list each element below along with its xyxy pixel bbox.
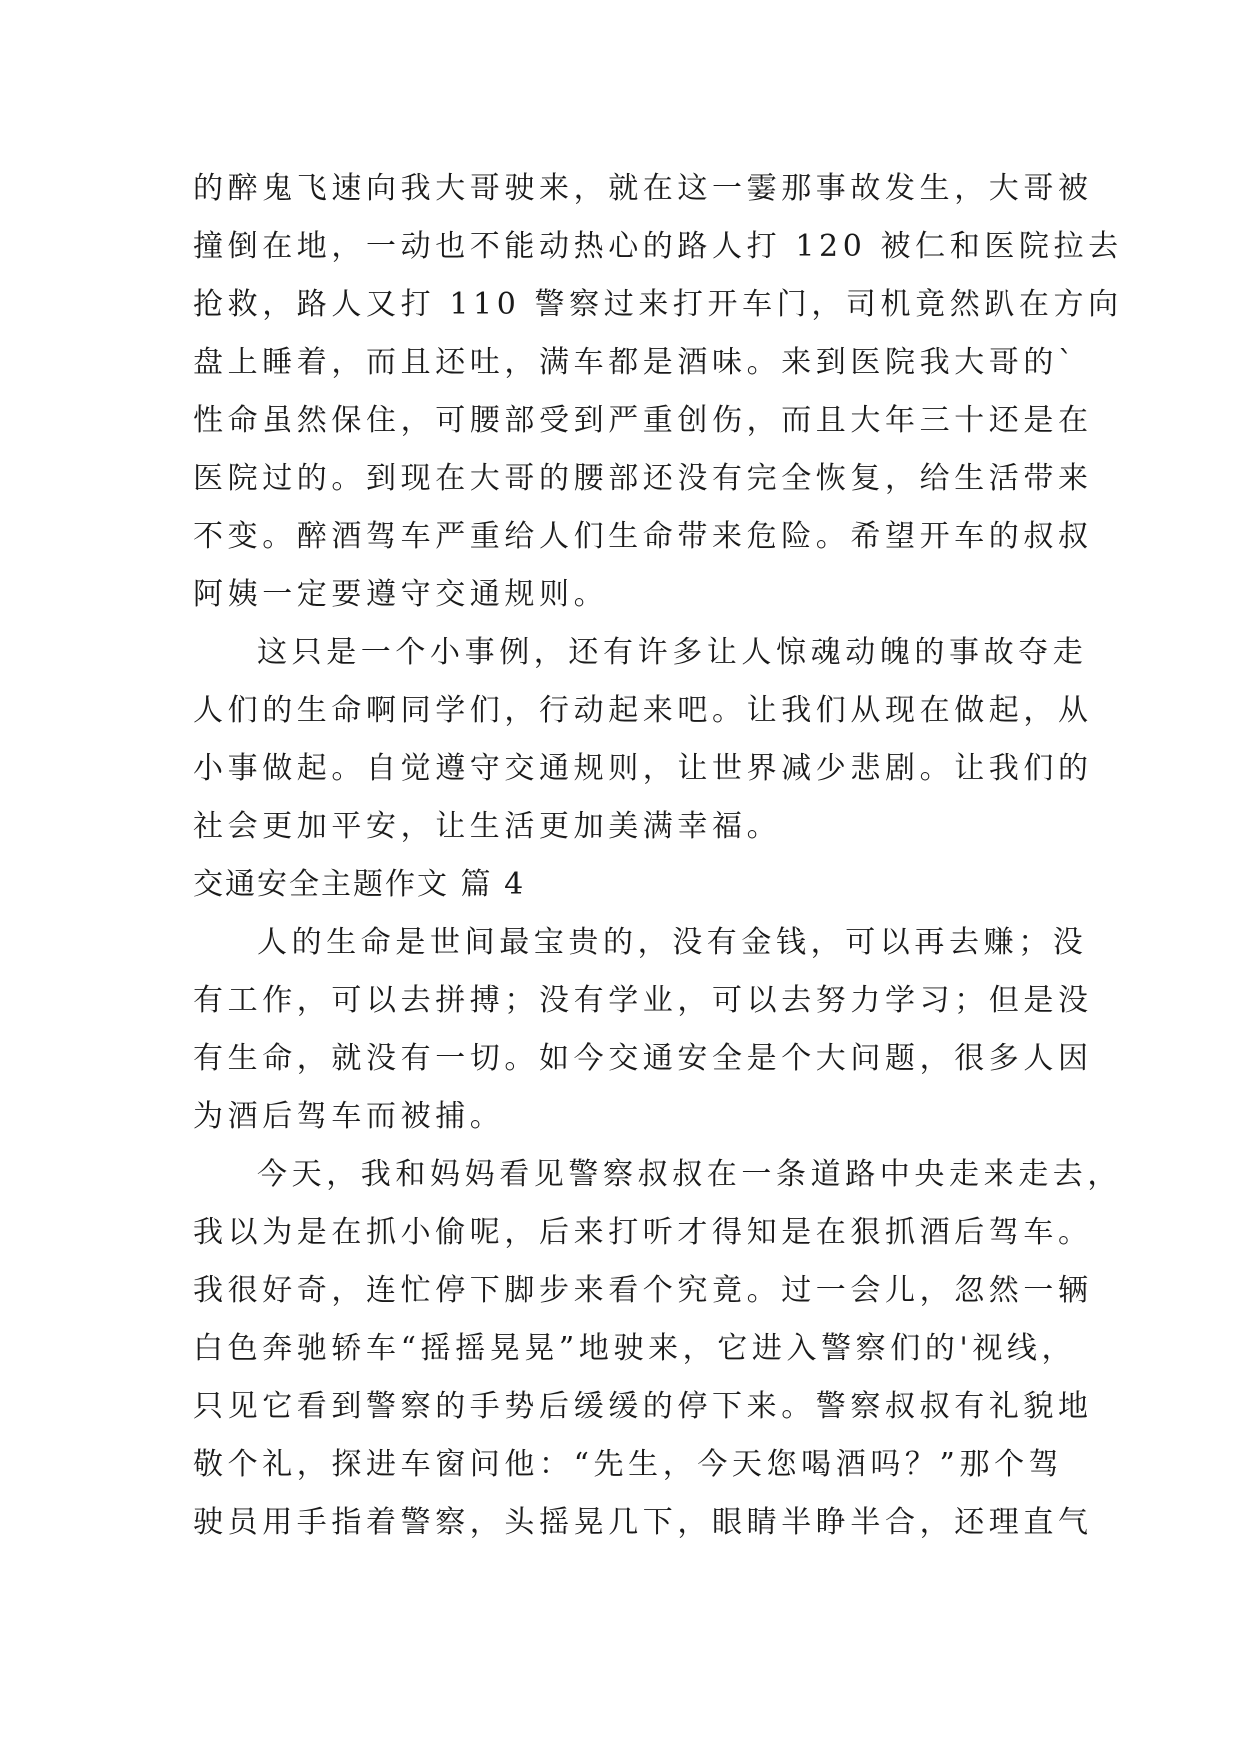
paragraph-value-of-life [193, 914, 1093, 1146]
paragraph-call-to-action [193, 624, 1093, 856]
text-line: 社会更加平安，让生活更加美满幸福。 [193, 809, 782, 844]
text-line: 阿姨一定要遵守交通规则。 [193, 577, 609, 612]
text-line: 小事做起。自觉遵守交通规则，让世界减少悲剧。让我们的 [193, 751, 1093, 786]
text-line: 有生命，就没有一切。如今交通安全是个大问题，很多人因 [193, 1041, 1093, 1076]
text-line: 的醉鬼飞速向我大哥驶来，就在这一霎那事故发生，大哥被 [193, 171, 1093, 206]
text-line: 我很好奇，连忙停下脚步来看个究竟。过一会儿，忽然一辆 [193, 1273, 1093, 1308]
text-line: 抢救，路人又打 110 警察过来打开车门，司机竟然趴在方向 [193, 287, 1123, 322]
paragraph-accident-story [193, 160, 1123, 624]
text-line: 撞倒在地，一动也不能动热心的路人打 120 被仁和医院拉去 [193, 229, 1123, 264]
text-line: 驶员用手指着警察，头摇晃几下，眼睛半睁半合，还理直气 [193, 1505, 1093, 1540]
text-line: 今天，我和妈妈看见警察叔叔在一条道路中央走来走去， [257, 1157, 1122, 1192]
text-line: 这只是一个小事例，还有许多让人惊魂动魄的事故夺走 [257, 635, 1088, 670]
text-line: 医院过的。到现在大哥的腰部还没有完全恢复，给生活带来 [193, 461, 1093, 496]
text-line: 人的生命是世间最宝贵的，没有金钱，可以再去赚；没 [257, 925, 1088, 960]
section-heading: 交通安全主题作文 篇 4 [193, 867, 526, 902]
text-line: 盘上睡着，而且还吐，满车都是酒味。来到医院我大哥的` [193, 345, 1078, 380]
text-line: 性命虽然保住，可腰部受到严重创伤，而且大年三十还是在 [193, 403, 1093, 438]
text-line: 不变。醉酒驾车严重给人们生命带来危险。希望开车的叔叔 [193, 519, 1093, 554]
document-page [193, 160, 1123, 1552]
text-line: 为酒后驾车而被捕。 [193, 1099, 505, 1134]
text-line: 白色奔驰轿车“摇摇晃晃”地驶来，它进入警察们的'视线， [193, 1331, 1077, 1366]
text-line: 我以为是在抓小偷呢，后来打听才得知是在狠抓酒后驾车。 [193, 1215, 1093, 1250]
paragraph-police-checkpoint [193, 1146, 1122, 1552]
text-line: 有工作，可以去拼搏；没有学业，可以去努力学习；但是没 [193, 983, 1093, 1018]
text-line: 敬个礼，探进车窗问他：“先生，今天您喝酒吗？”那个驾 [193, 1447, 1064, 1482]
text-line: 只见它看到警察的手势后缓缓的停下来。警察叔叔有礼貌地 [193, 1389, 1093, 1424]
text-line: 人们的生命啊同学们，行动起来吧。让我们从现在做起，从 [193, 693, 1093, 728]
